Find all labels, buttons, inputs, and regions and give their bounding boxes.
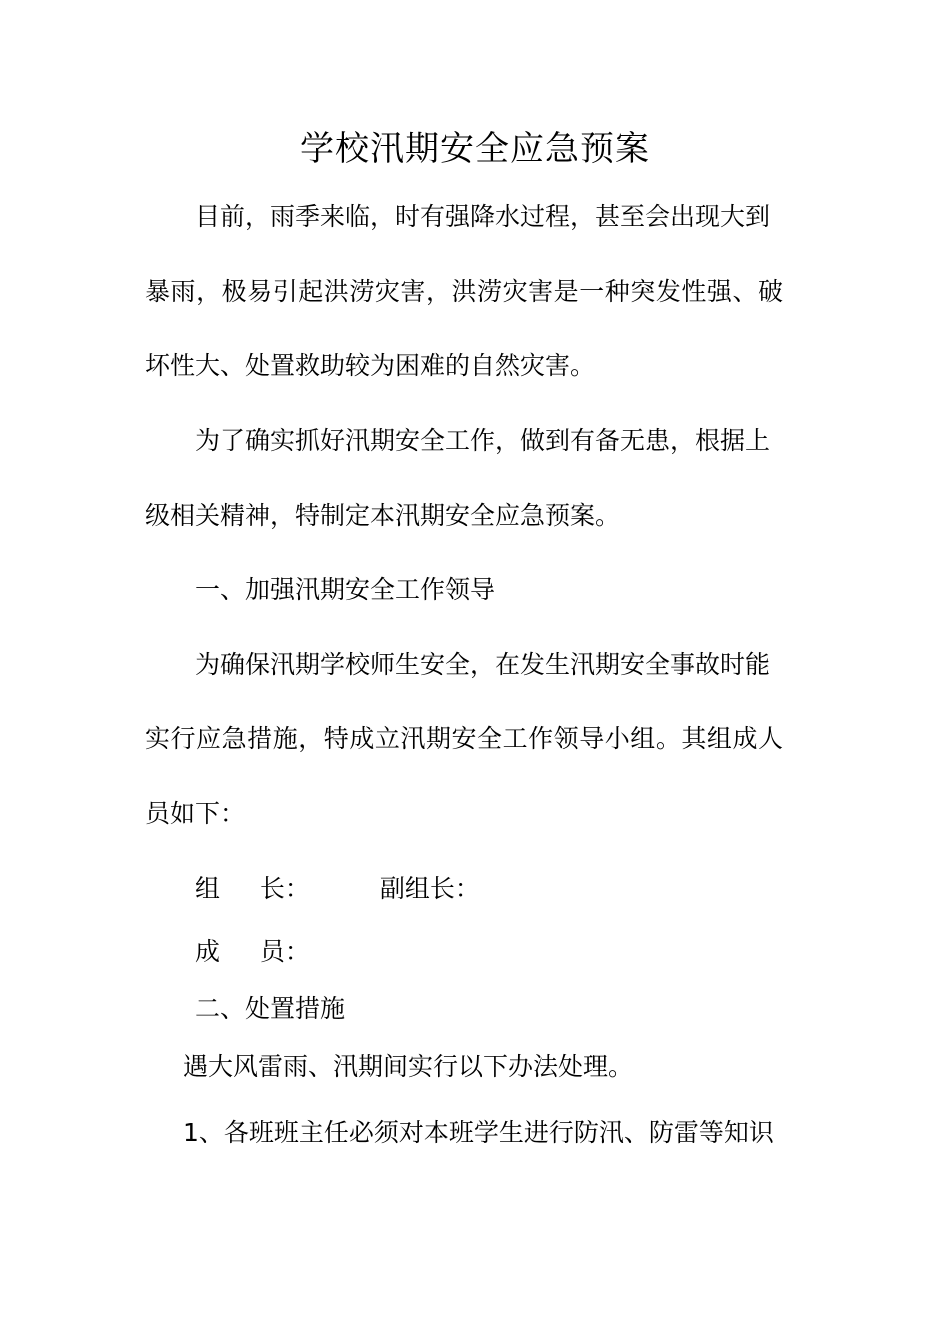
paragraph-line: 目前，雨季来临，时有强降水过程，甚至会出现大到 [195,202,771,231]
paragraph-line: 实行应急措施，特成立汛期安全工作领导小组。其组成人 [145,724,783,753]
document-title: 学校汛期安全应急预案 [300,129,650,169]
paragraph-line: 为确保汛期学校师生安全，在发生汛期安全事故时能 [195,650,771,679]
member-row [195,935,310,969]
member-label-first: 成 [195,937,221,966]
leader-row [195,872,480,906]
paragraph-line: 坏性大、处置救助较为困难的自然灾害。 [145,351,596,380]
section-heading: 一、加强汛期安全工作领导 [195,575,496,604]
paragraph-line: 暴雨，极易引起洪涝灾害，洪涝灾害是一种突发性强、破 [145,277,783,306]
paragraph-line: 1、各班班主任必须对本班学生进行防汛、防雷等知识 [183,1118,774,1147]
paragraph-line: 员如下： [145,799,246,828]
member-label-second: 员： [259,937,310,966]
paragraph-line: 为了确实抓好汛期安全工作，做到有备无患，根据上 [195,426,771,455]
paragraph-line: 遇大风雷雨、汛期间实行以下办法处理。 [183,1052,634,1081]
leader-label-second: 长： [259,874,310,903]
leader-label-first: 组 [195,874,221,903]
paragraph-line: 级相关精神，特制定本汛期安全应急预案。 [145,501,621,530]
section-heading: 二、处置措施 [195,994,346,1023]
deputy-leader-label: 副组长： [379,874,480,903]
